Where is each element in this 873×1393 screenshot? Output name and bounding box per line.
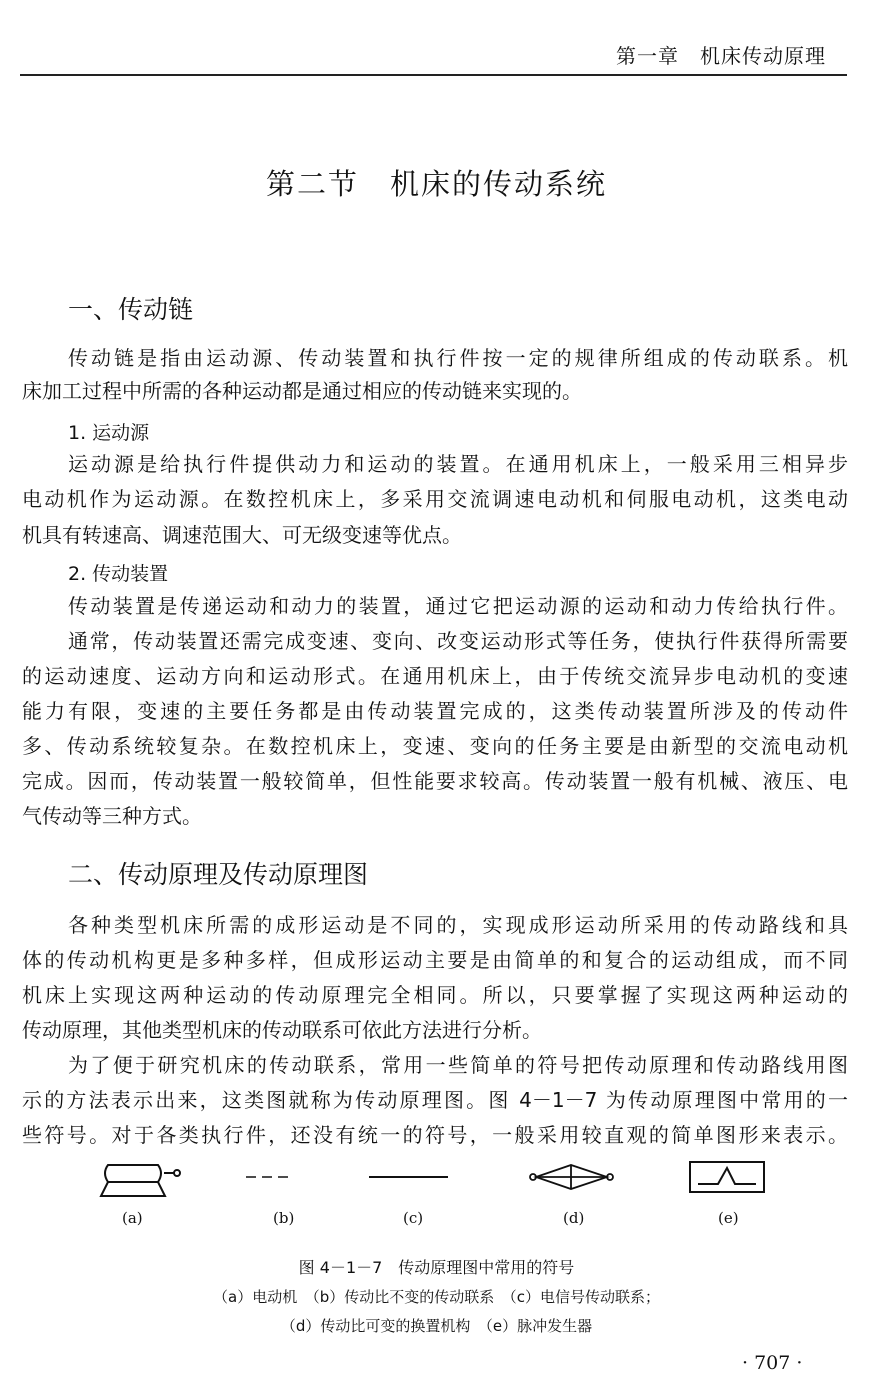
- heading-transmission-chain: 一、传动链: [68, 295, 194, 324]
- figure-label-a: (a): [122, 1209, 143, 1227]
- figure-label-d: (d): [563, 1209, 585, 1227]
- running-header: 第一章 机床传动原理: [616, 44, 826, 68]
- figure-legend-line: （a）电动机 （b）传动比不变的传动联系 （c）电信号传动联系；: [213, 1288, 660, 1306]
- figure-caption: 图 4－1－7 传动原理图中常用的符号: [298, 1258, 575, 1277]
- text-line: 体的传动机构更是多种多样，但成形运动主要是由简单的和复合的运动组成，而不同: [22, 948, 848, 972]
- text-line: 电动机作为运动源。在数控机床上，多采用交流调速电动机和伺服电动机，这类电动: [22, 487, 848, 511]
- variable-ratio-mechanism-symbol: [530, 1165, 613, 1189]
- text-line: 机具有转速高、调速范围大、可无级变速等优点。: [22, 523, 462, 547]
- section-title: 第二节 机床的传动系统: [265, 167, 607, 201]
- header-rule: [20, 74, 847, 76]
- figure-label-c: (c): [403, 1209, 424, 1227]
- text-line: 传动链是指由运动源、传动装置和执行件按一定的规律所组成的传动联系。机: [68, 346, 848, 370]
- text-line: 传动原理，其他类型机床的传动联系可依此方法进行分析。: [22, 1018, 542, 1042]
- text-line: 为了便于研究机床的传动联系，常用一些简单的符号把传动原理和传动路线用图: [68, 1053, 848, 1077]
- text-line: 机床上实现这两种运动的传动原理完全相同。所以，只要掌握了实现这两种运动的: [22, 983, 848, 1007]
- figure-legend-line: （d）传动比可变的换置机构 （e）脉冲发生器: [280, 1317, 593, 1335]
- text-line: 各种类型机床所需的成形运动是不同的，实现成形运动所采用的传动路线和具: [68, 913, 848, 937]
- text-line: 完成。因而，传动装置一般较简单，但性能要求较高。传动装置一般有机械、液压、电: [22, 769, 848, 793]
- text-line: 气传动等三种方式。: [22, 804, 202, 828]
- text-line: 的运动速度、运动方向和运动形式。在通用机床上，由于传统交流异步电动机的变速: [22, 664, 848, 688]
- text-line: 运动源是给执行件提供动力和运动的装置。在通用机床上，一般采用三相异步: [68, 452, 848, 476]
- figure-label-e: (e): [718, 1209, 739, 1227]
- subheading-transmission-device: 2. 传动装置: [68, 563, 169, 585]
- text-line: 通常，传动装置还需完成变速、变向、改变运动形式等任务，使执行件获得所需要: [68, 629, 848, 653]
- page-number: · 707 ·: [742, 1352, 803, 1374]
- text-line: 传动装置是传递运动和动力的装置，通过它把运动源的运动和动力传给执行件。: [68, 594, 848, 618]
- pulse-generator-symbol: [690, 1162, 764, 1192]
- text-line: 多、传动系统较复杂。在数控机床上，变速、变向的任务主要是由新型的交流电动机: [22, 734, 848, 758]
- symbols-figure: [0, 1155, 873, 1205]
- electric-motor-symbol: [101, 1165, 180, 1196]
- subheading-power-source: 1. 运动源: [68, 422, 150, 444]
- text-line: 些符号。对于各类执行件，还没有统一的符号，一般采用较直观的简单图形来表示。: [22, 1123, 848, 1147]
- heading-transmission-principle: 二、传动原理及传动原理图: [68, 860, 369, 889]
- text-line: 能力有限，变速的主要任务都是由传动装置完成的，这类传动装置所涉及的传动件: [22, 699, 848, 723]
- figure-label-b: (b): [273, 1209, 295, 1227]
- text-line: 床加工过程中所需的各种运动都是通过相应的传动链来实现的。: [22, 379, 582, 403]
- text-line: 示的方法表示出来，这类图就称为传动原理图。图 4－1－7 为传动原理图中常用的一: [22, 1088, 848, 1112]
